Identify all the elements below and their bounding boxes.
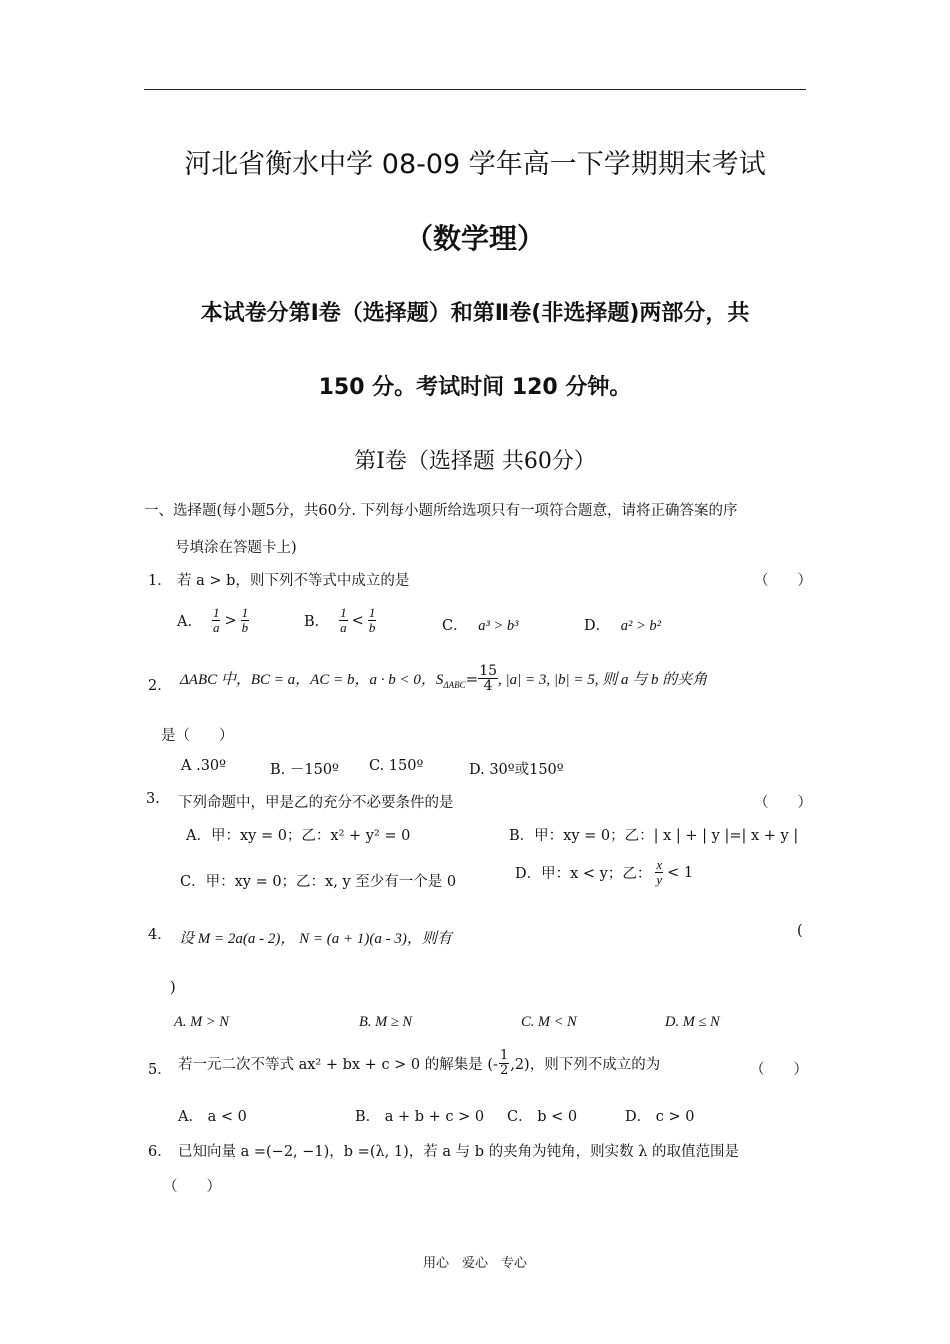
q3-option-d-prefix: D．甲：x < y；乙： bbox=[515, 866, 652, 882]
question-4-bracket-close: ) bbox=[170, 980, 176, 996]
q1-option-d-text: a² > b² bbox=[620, 618, 661, 634]
q3-d-fraction bbox=[655, 858, 663, 887]
q1-option-c-text: a³ > b³ bbox=[478, 618, 519, 634]
part1-heading: 第Ⅰ卷（选择题 共60分） bbox=[354, 449, 596, 474]
q2-option-c: C. 150º bbox=[369, 758, 424, 774]
q2-area-subscript: ΔABC bbox=[443, 679, 466, 690]
q3-option-d bbox=[515, 858, 693, 887]
question-2-continuation: 是（ ） bbox=[161, 728, 234, 744]
fraction-numerator: 1 bbox=[340, 605, 347, 620]
fraction-denominator: a bbox=[212, 620, 220, 635]
q1-option-d bbox=[584, 614, 661, 635]
question-5-stem bbox=[178, 1049, 660, 1078]
question-6-number: 6． bbox=[148, 1144, 172, 1160]
q1-option-c-label: C． bbox=[442, 618, 468, 634]
q1-option-a bbox=[177, 606, 249, 635]
section-instructions-1: 一、选择题(每小题5分，共60分. 下列每小题所给选项只有一项符合题意，请将正确答案的序 bbox=[144, 503, 738, 519]
q4-option-a: A. M > N bbox=[174, 1014, 229, 1030]
q5-fraction bbox=[499, 1049, 509, 1078]
q1-a-operator: > bbox=[224, 612, 237, 629]
q1-b-right-fraction bbox=[368, 606, 377, 635]
fraction-numerator: 1 bbox=[499, 1048, 509, 1063]
fraction-numerator: 15 bbox=[479, 663, 498, 679]
header-rule bbox=[144, 89, 806, 90]
fraction-denominator: y bbox=[656, 872, 663, 887]
question-2-number: 2． bbox=[148, 678, 172, 694]
fraction-numerator: 1 bbox=[241, 605, 249, 620]
q3-option-d-suffix: < 1 bbox=[667, 864, 694, 881]
q1-b-left-fraction bbox=[339, 606, 348, 635]
section-instructions-2: 号填涂在答题卡上) bbox=[175, 540, 297, 556]
question-6-stem: 已知向量 a =(−2, −1)，b =(λ, 1)，若 a 与 b 的夹角为钝角，则实数 λ 的取值范围是 bbox=[178, 1144, 740, 1160]
q5-option-b: B． a + b + c > 0 bbox=[355, 1109, 485, 1125]
question-3-stem: 下列命题中，甲是乙的充分不必要条件的是 bbox=[178, 795, 454, 811]
q3-option-b: B．甲：xy = 0；乙：| x | + | y |=| x + y | bbox=[509, 828, 799, 844]
q2-area-fraction bbox=[478, 664, 498, 693]
q1-option-c bbox=[442, 614, 518, 635]
q5-option-d: D． c > 0 bbox=[625, 1109, 695, 1125]
q1-a-right-fraction bbox=[241, 606, 250, 635]
q2-option-a: A .30º bbox=[181, 758, 226, 774]
intro-line-1: 本试卷分第Ⅰ卷（选择题）和第Ⅱ卷(非选择题)两部分，共 bbox=[200, 301, 750, 326]
question-4-stem: 设 M = 2a(a - 2)， N = (a + 1)(a - 3)，则有 bbox=[179, 931, 452, 947]
fraction-numerator: 1 bbox=[212, 605, 220, 620]
fraction-denominator: 2 bbox=[499, 1063, 509, 1078]
q2-equals: = bbox=[465, 669, 479, 688]
page-footer: 用心 爱心 专心 bbox=[422, 1256, 527, 1271]
q5-option-a: A． a < 0 bbox=[178, 1109, 247, 1125]
q3-option-c: C．甲：xy = 0；乙：x, y 至少有一个是 0 bbox=[180, 874, 457, 890]
q3-option-a: A．甲：xy = 0；乙：x² + y² = 0 bbox=[186, 828, 411, 844]
question-5-number: 5． bbox=[148, 1062, 172, 1078]
intro-line-2: 150 分。考试时间 120 分钟。 bbox=[318, 375, 632, 400]
question-5-bracket: （ ） bbox=[750, 1062, 808, 1078]
exam-title: 河北省衡水中学 08-09 学年高一下学期期末考试 bbox=[184, 149, 766, 180]
question-1-number: 1． bbox=[148, 573, 172, 589]
question-3-bracket: （ ） bbox=[754, 795, 812, 811]
fraction-denominator: b bbox=[368, 620, 376, 635]
q1-option-b bbox=[304, 606, 376, 635]
exam-subject: （数学理） bbox=[404, 222, 545, 255]
question-2-stem bbox=[180, 664, 707, 693]
q4-option-d: D. M ≤ N bbox=[665, 1014, 720, 1030]
question-3-number: 3. bbox=[146, 791, 160, 807]
q5-stem-part-a: 若一元二次不等式 ax² + bx + c > 0 的解集是 (- bbox=[178, 1057, 498, 1073]
q2-stem-part-b: , |a| = 3, |b| = 5, 则 a 与 b 的夹角 bbox=[498, 672, 708, 688]
q1-option-b-label: B． bbox=[304, 614, 330, 630]
fraction-denominator: 4 bbox=[483, 678, 493, 694]
q1-option-d-label: D． bbox=[584, 618, 611, 634]
q2-stem-part-a: ΔABC 中，BC = a，AC = b，a · b < 0，S bbox=[180, 672, 444, 688]
q5-stem-part-b: ,2)，则下列不成立的为 bbox=[510, 1057, 661, 1073]
question-6-bracket: （ ） bbox=[163, 1179, 221, 1195]
q1-b-operator: < bbox=[351, 612, 364, 629]
q2-option-b: B. －150º bbox=[270, 762, 339, 778]
q5-option-c: C． b < 0 bbox=[507, 1109, 578, 1125]
question-4-number: 4． bbox=[148, 927, 172, 943]
q1-a-left-fraction bbox=[212, 606, 221, 635]
fraction-numerator: x bbox=[656, 857, 663, 872]
question-4-bracket-open: ( bbox=[797, 923, 803, 939]
q2-option-d: D. 30º或150º bbox=[469, 762, 564, 778]
question-1-bracket: （ ） bbox=[754, 573, 812, 589]
question-1-stem: 若 a > b，则下列不等式中成立的是 bbox=[177, 573, 410, 589]
q4-option-c: C. M < N bbox=[521, 1014, 577, 1030]
q1-option-a-label: A． bbox=[177, 614, 202, 630]
fraction-numerator: 1 bbox=[368, 605, 376, 620]
fraction-denominator: b bbox=[241, 620, 249, 635]
q4-option-b: B. M ≥ N bbox=[359, 1014, 413, 1030]
fraction-denominator: a bbox=[340, 620, 347, 635]
